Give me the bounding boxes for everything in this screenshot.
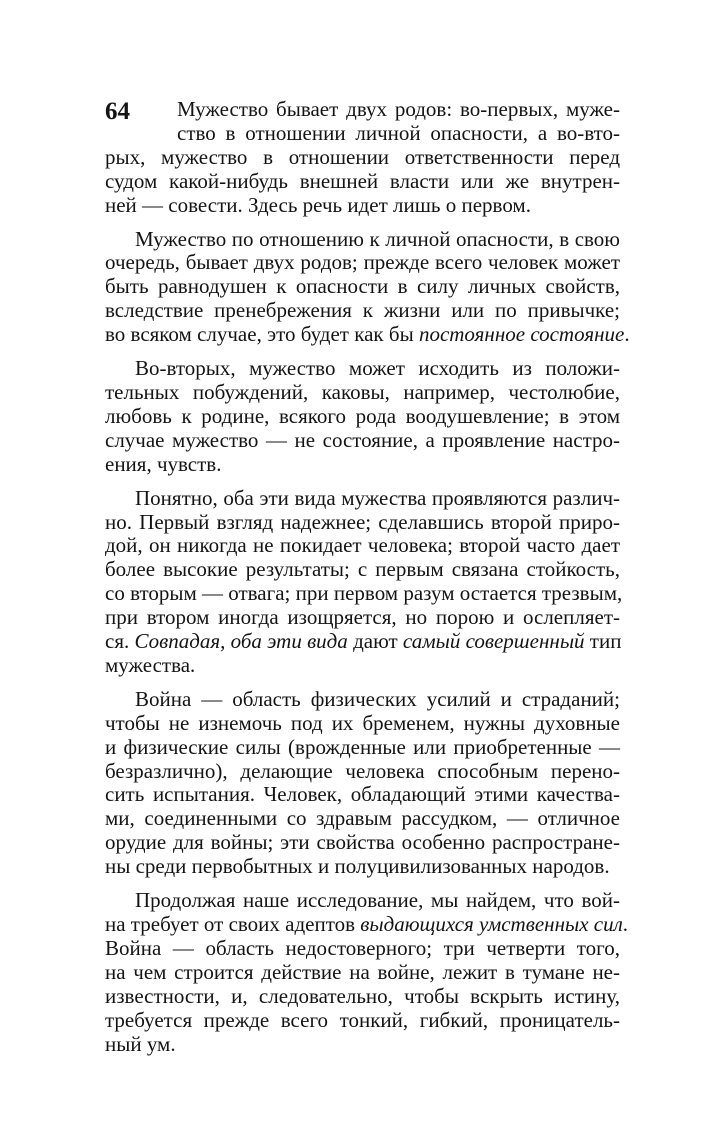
text-line: при втором иногда изощряется, но порою и ослепляет- <box>105 605 620 630</box>
book-page <box>105 97 630 1066</box>
text-line: вследствие пренебрежения к жизни или по привычке; <box>105 298 620 323</box>
text-line: дой, он никогда не покидает человека; второй часто дает <box>105 533 620 558</box>
italic-phrase: выдающихся умственных сил <box>360 912 623 936</box>
paragraph-2 <box>105 226 630 348</box>
text-line <box>105 630 620 654</box>
text-line: ство в отношении личной опасности, а во-вто- <box>177 120 620 145</box>
text-line: быть равнодушен к опасности в силу личных свойств, <box>105 274 620 299</box>
text-line: Понятно, оба эти вида мужества проявляются различ- <box>135 485 620 510</box>
text-line: более высокие результаты; с первым связана стойкость, <box>105 557 620 582</box>
text-run: . <box>624 322 630 347</box>
text-line: сить испытания. Человек, обладающий этими качества- <box>105 782 620 807</box>
text-line: тельных побуждений, каковы, например, честолюбие, <box>105 379 620 404</box>
text-line: Мужество по отношению к личной опасности, в свою <box>135 226 620 251</box>
italic-phrase: Совпадая, оба эти вида <box>134 629 348 654</box>
text-line: очередь, бывает двух родов; прежде всего человек может <box>105 250 620 275</box>
text-line: на чем строится действие на войне, лежит в тумане не- <box>105 959 620 984</box>
text-line: орудие для войны; эти свойства особенно распростране- <box>105 830 620 855</box>
text-run: ся. <box>105 629 135 654</box>
text-line: мужества. <box>105 652 196 677</box>
paragraph-1 <box>105 98 620 218</box>
italic-phrase: постоянное состояние <box>418 322 625 347</box>
text-run: дают <box>347 629 403 654</box>
text-run: во всяком случае, это будет как бы <box>105 322 419 347</box>
text-line: ми, соединенными со здравым рассудком, — отличное <box>105 806 620 831</box>
text-run: . <box>622 912 629 936</box>
text-line: известности, и, следовательно, чтобы вскрыть истину, <box>105 983 620 1008</box>
page-number: 64 <box>105 98 130 125</box>
text-line: Война — область физических усилий и страданий; <box>135 686 620 711</box>
text-line: Продолжая наше исследование, мы найдем, что вой- <box>135 888 620 913</box>
text-line: рых, мужество в отношении ответственности перед <box>105 144 620 169</box>
text-line: ения, чувств. <box>105 451 222 476</box>
text-line: ней — совести. Здесь речь идет лишь о первом. <box>105 192 531 217</box>
text-line: требуется прежде всего тонкий, гибкий, проницатель- <box>105 1007 620 1032</box>
text-line <box>105 912 629 937</box>
text-line: случае мужество — не состояние, а проявление настро- <box>105 427 620 452</box>
text-line: чтобы не изнемочь под их бременем, нужны духовные <box>105 710 620 735</box>
text-run: тип <box>584 629 622 654</box>
text-line: Мужество бывает двух родов: во-первых, муже- <box>177 97 620 121</box>
text-line <box>105 322 630 347</box>
text-line: любовь к родине, всякого рода воодушевление; в этом <box>105 403 620 428</box>
text-line: со вторым — отвага; при первом разум остается трезвым, <box>105 581 623 606</box>
paragraph-3 <box>105 357 620 477</box>
text-line: и физические силы (врожденные или приобретенные — <box>105 734 620 759</box>
text-run: на требует от своих адептов <box>105 912 361 936</box>
text-line: ны среди первобытных и полуцивилизованных народов. <box>105 854 610 879</box>
paragraph-4 <box>105 485 623 678</box>
italic-phrase: самый совершенный <box>402 629 585 654</box>
paragraph-5 <box>105 688 620 879</box>
text-line: судом какой-нибудь внешней власти или же внутрен- <box>105 168 620 193</box>
text-line: Во-вторых, мужество может исходить из положи- <box>135 356 620 381</box>
text-line: Война — область недостоверного; три четверти того, <box>105 935 620 960</box>
text-line: но. Первый взгляд надежнее; сделавшись второй приро- <box>105 509 620 534</box>
text-line: ный ум. <box>105 1031 176 1056</box>
paragraph-6 <box>105 888 629 1056</box>
text-line: безразлично), делающие человека способным перено- <box>105 758 620 783</box>
